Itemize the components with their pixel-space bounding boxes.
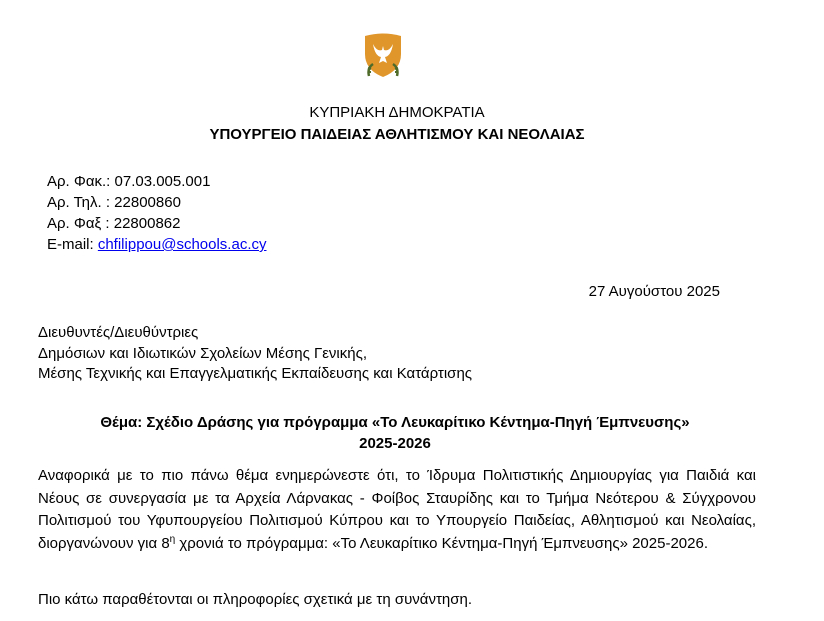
ministry-title: ΥΠΟΥΡΓΕΙΟ ΠΑΙΔΕΙΑΣ ΑΘΛΗΤΙΣΜΟΥ ΚΑΙ ΝΕΟΛΑΙΑΣ [209,126,585,143]
recipient-line: Μέσης Τεχνικής και Επαγγελματικής Εκπαίδευσης και Κατάρτισης [38,365,473,382]
subject [30,412,760,454]
email-line [47,234,266,255]
ordinal-superscript: η [169,533,176,545]
recipients-block [38,323,472,385]
telephone: Αρ. Τηλ. : 22800860 [47,194,181,211]
file-number: Αρ. Φακ.: 07.03.005.001 [47,173,211,190]
subject-line-1: Θέμα: Σχέδιο Δράσης για πρόγραμμα «Το Λευκαρίτικο Κέντημα-Πηγή Έμπνευσης» [100,414,690,431]
closing-line: Πιο κάτω παραθέτονται οι πληροφορίες σχετικά με τη συνάντηση. [38,591,472,608]
fax: Αρ. Φαξ : 22800862 [47,215,181,232]
cyprus-coat-of-arms-icon [361,30,405,80]
recipient-line: Δημόσιων και Ιδιωτικών Σχολείων Μέσης Γενικής, [38,344,368,362]
email-label: E-mail: [47,236,94,253]
email-link[interactable]: chfilippou@schools.ac.cy [97,236,267,253]
letter-date: 27 Αυγούστου 2025 [588,283,720,300]
contact-block [47,171,266,255]
body-paragraph [38,465,756,555]
subject-line-2: 2025-2026 [359,435,431,452]
body-text-continued: χρονιά το πρόγραμμα: «Το Λευκαρίτικο Κέντημα-Πηγή Έμπνευσης» 2025-2026. [175,534,708,552]
country-title: ΚΥΠΡΙΑΚΗ ΔΗΜΟΚΡΑΤΙΑ [309,104,485,121]
recipient-line: Διευθυντές/Διευθύντριες [38,324,199,341]
body-text: Αναφορικά με το πιο πάνω θέμα ενημερώνεστε ότι, το Ίδρυμα Πολιτιστικής Δημιουργίας για Παιδιά και Νέους σε συνεργασία με τα Αρχεία Λάρνακας - Φοίβος Σταυρίδης και το Τμήμα Νεότερου & Σύγχρονου Πολιτισμού του Υφυπουργείου Πολιτισμού Κύπρου και το Υπουργείο Παιδείας, Αθλητισμού και Νεολαίας, διοργανώνουν για 8 [38,467,756,552]
